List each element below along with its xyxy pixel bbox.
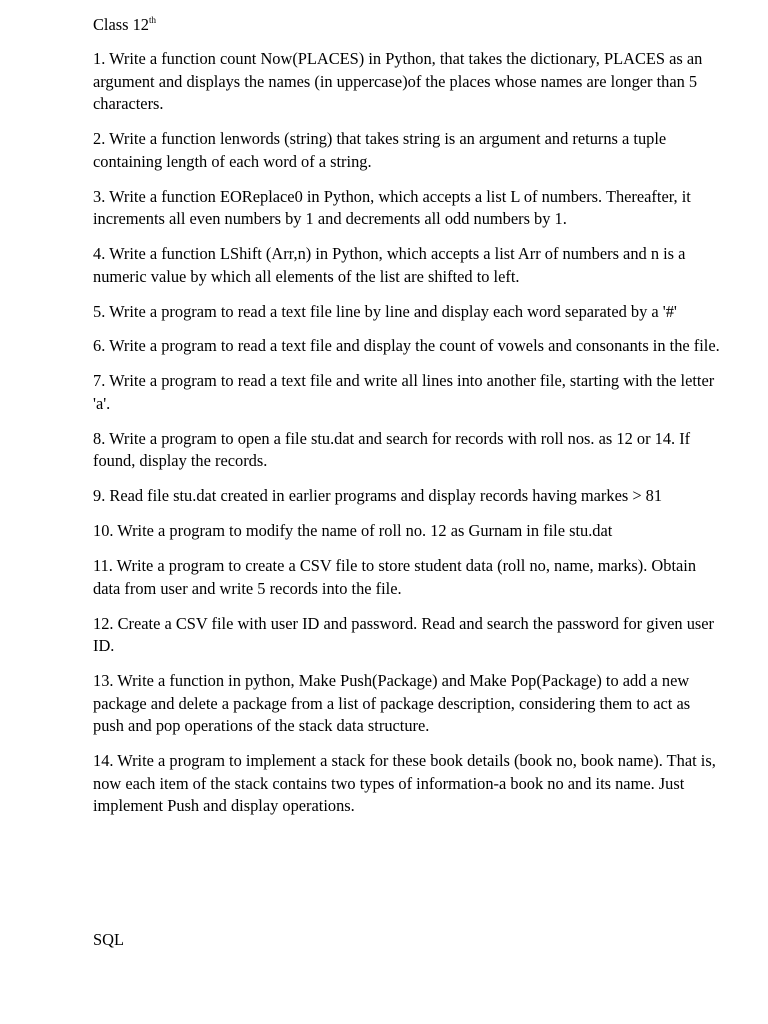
question-2: 2. Write a function lenwords (string) that takes string is an argument and returns a tuple containing length of each word of a string. [93, 129, 667, 171]
question-3: 3. Write a function EOReplace0 in Python, which accepts a list L of numbers. Thereafter, it increments all even numbers by 1 and decrements all odd numbers by 1. [93, 186, 691, 229]
question-4: 4. Write a function LShift (Arr,n) in Python, which accepts a list Arr of numbers and n is a numeric value by which all elements of the list are shifted to left. [93, 244, 686, 286]
question-11: 11. Write a program to create a CSV file to store student data (roll no, name, marks). Obtain data from user and write 5 records into the file. [93, 556, 697, 598]
question-9: 9. Read file stu.dat created in earlier programs and display records having markes > 81 [93, 486, 663, 506]
question-7: 7. Write a program to read a text file and write all lines into another file, starting with the letter 'a'. [93, 371, 715, 413]
question-13: 13. Write a function in python, Make Push(Package) and Make Pop(Package) to add a new package and delete a package from a list of package description, considering them to act as push and pop operations of the stack data structure. [93, 671, 691, 736]
question-1: 1. Write a function count Now(PLACES) in Python, that takes the dictionary, PLACES as an argument and displays the names (in uppercase)of the places whose names are longer than 5 characters. [93, 49, 703, 114]
question-14: 14. Write a program to implement a stack for these book details (book no, book name). That is, now each item of the stack contains two types of information-a book no and its name. Just implement Push and display operations. [93, 751, 716, 816]
question-6: 6. Write a program to read a text file and display the count of vowels and consonants in the file. [93, 336, 720, 356]
question-8: 8. Write a program to open a file stu.dat and search for records with roll nos. as 12 or 14. If found, display the records. [93, 428, 691, 471]
question-10: 10. Write a program to modify the name of roll no. 12 as Gurnam in file stu.dat [93, 521, 613, 541]
class-suffix: th [149, 15, 157, 25]
document-page [93, 14, 725, 830]
question-5: 5. Write a program to read a text file line by line and display each word separated by a '#' [93, 301, 677, 321]
class-label: Class 12 [93, 15, 150, 34]
question-12: 12. Create a CSV file with user ID and password. Read and search the password for given user ID. [93, 613, 715, 656]
section-heading-sql: SQL [93, 930, 124, 949]
class-heading [93, 14, 725, 36]
